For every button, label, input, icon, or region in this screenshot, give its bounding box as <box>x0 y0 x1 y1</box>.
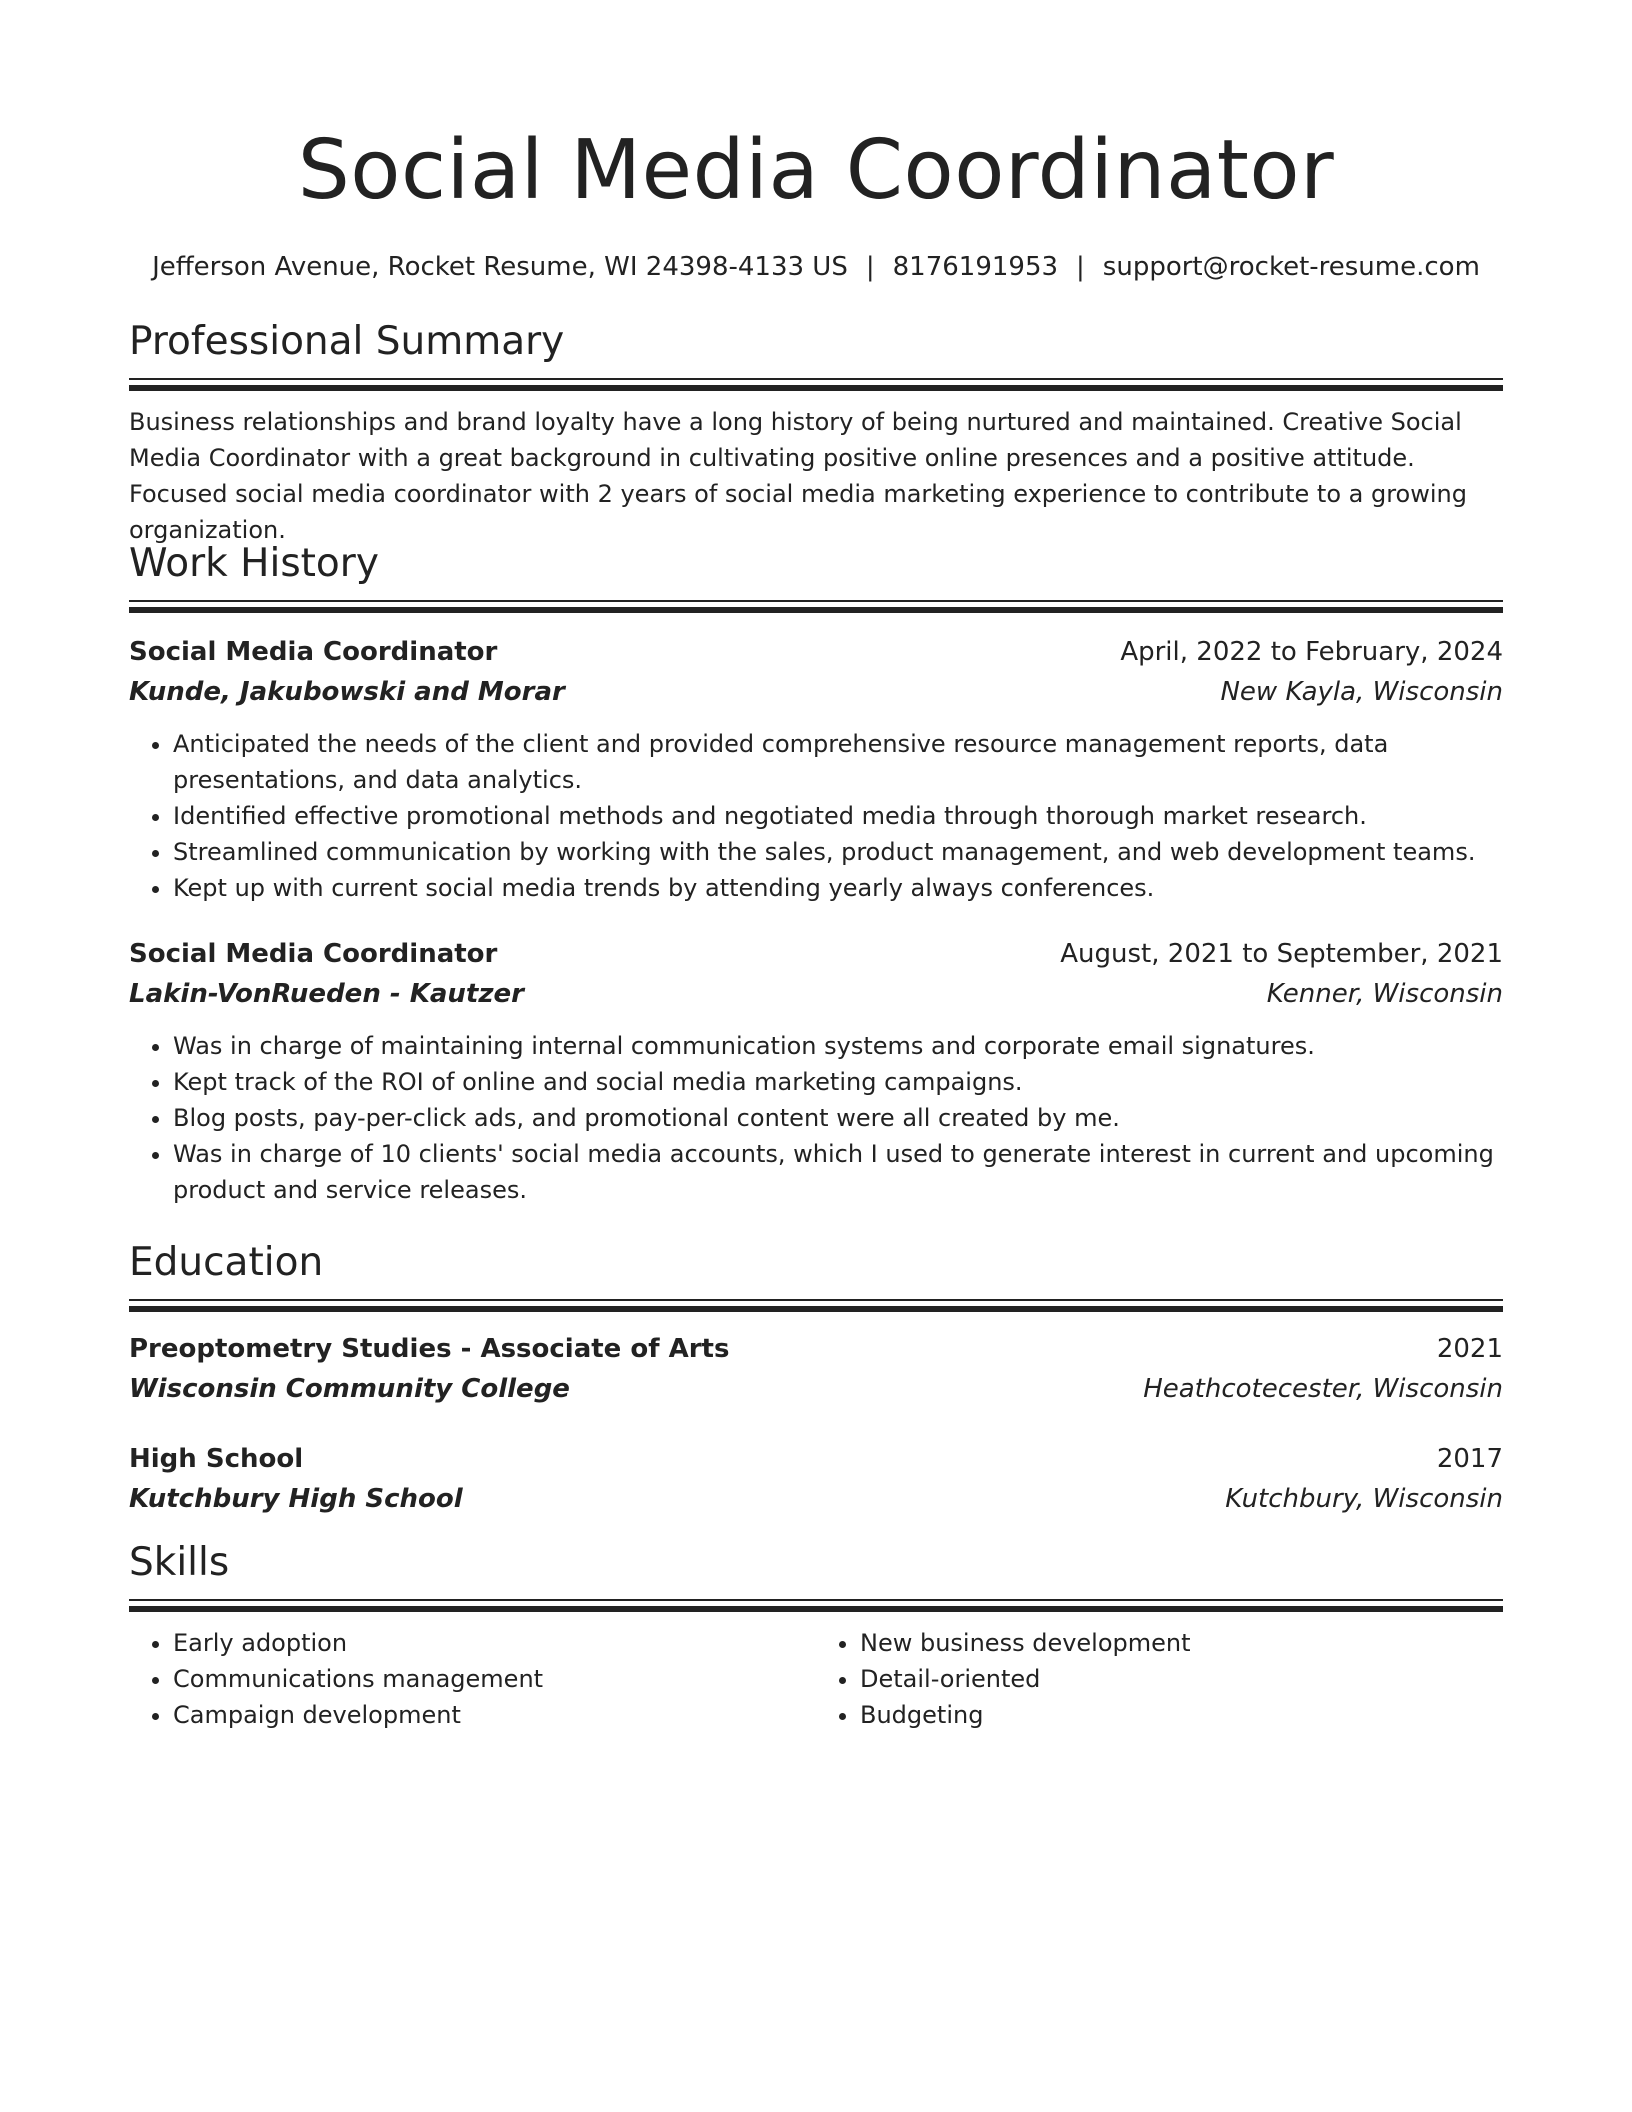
job-company: Lakin-VonRueden - Kautzer <box>129 979 524 1009</box>
list-item: • Kept track of the ROI of online and social media marketing campaigns. <box>173 1064 1503 1100</box>
job-location: Kenner, Wisconsin <box>1266 979 1503 1009</box>
job-entry <box>129 632 1503 906</box>
section-divider <box>129 600 1503 614</box>
summary-text: Business relationships and brand loyalty have a long history of being nurtured and maintained. Creative Social Media Coordinator with a great background in cultivating positive online presences and a positive attitude. Focused social media coordinator with 2 years of social media marketing experience to contribute to a growing organization. <box>129 408 1467 544</box>
section-divider <box>129 1299 1503 1313</box>
list-item: • Was in charge of maintaining internal communication systems and corporate email signatures. <box>173 1028 1503 1064</box>
education-entry <box>129 1329 1503 1409</box>
skills-column-left <box>129 1625 816 1733</box>
education-entry <box>129 1439 1503 1519</box>
skills-list <box>129 1625 816 1733</box>
list-item: • Was in charge of 10 clients' social media accounts, which I used to generate interest in current and upcoming product and service releases. <box>173 1136 1503 1208</box>
section-heading: Work History <box>129 541 379 586</box>
education-school-row <box>129 1369 1503 1409</box>
section-divider <box>129 378 1503 392</box>
education-degree: Preoptometry Studies - Associate of Arts <box>129 1334 730 1364</box>
skills-list <box>816 1625 1503 1733</box>
contact-email: support@rocket-resume.com <box>1102 252 1480 282</box>
skill-item: • Detail-oriented <box>860 1661 1503 1697</box>
section-heading: Skills <box>129 1540 230 1585</box>
job-company-row <box>129 974 1503 1014</box>
contact-separator: | <box>1076 252 1085 282</box>
education-location: Heathcotecester, Wisconsin <box>1143 1374 1503 1404</box>
education-year: 2017 <box>1436 1444 1503 1474</box>
skill-item: • Communications management <box>173 1661 816 1697</box>
education-header-row <box>129 1439 1503 1479</box>
list-item: • Blog posts, pay-per-click ads, and promotional content were all created by me. <box>173 1100 1503 1136</box>
list-item: • Kept up with current social media trends by attending yearly always conferences. <box>173 870 1503 906</box>
education-section <box>129 1239 1503 1519</box>
education-header-row <box>129 1329 1503 1369</box>
work-history-section <box>129 540 1503 1208</box>
contact-address: Jefferson Avenue, Rocket Resume, WI 24398-4133 US <box>152 252 848 282</box>
job-bullets <box>129 726 1503 906</box>
skill-item: • Budgeting <box>860 1697 1503 1733</box>
job-header-row <box>129 632 1503 672</box>
resume-title: Social Media Coordinator <box>297 123 1335 218</box>
skill-item: • Early adoption <box>173 1625 816 1661</box>
job-company-row <box>129 672 1503 712</box>
skill-item: • Campaign development <box>173 1697 816 1733</box>
job-header-row <box>129 934 1503 974</box>
education-school-row <box>129 1479 1503 1519</box>
section-divider <box>129 1599 1503 1613</box>
education-school: Wisconsin Community College <box>129 1374 570 1404</box>
professional-summary-section <box>129 318 1503 548</box>
skills-columns <box>129 1625 1503 1733</box>
section-heading: Professional Summary <box>129 319 565 364</box>
contact-separator: | <box>865 252 875 282</box>
job-title: Social Media Coordinator <box>129 637 498 667</box>
education-year: 2021 <box>1436 1334 1503 1364</box>
job-dates: April, 2022 to February, 2024 <box>1120 637 1503 667</box>
list-item: • Streamlined communication by working with the sales, product management, and web development teams. <box>173 834 1503 870</box>
contact-line <box>129 250 1503 284</box>
skills-column-right <box>816 1625 1503 1733</box>
job-company: Kunde, Jakubowski and Morar <box>129 677 565 707</box>
list-item: • Anticipated the needs of the client and provided comprehensive resource management reports, data presentations, and data analytics. <box>173 726 1503 798</box>
skill-item: • New business development <box>860 1625 1503 1661</box>
education-degree: High School <box>129 1444 304 1474</box>
job-location: New Kayla, Wisconsin <box>1220 677 1503 707</box>
contact-phone: 8176191953 <box>892 252 1059 282</box>
job-bullets <box>129 1028 1503 1208</box>
job-title: Social Media Coordinator <box>129 939 498 969</box>
skills-section <box>129 1539 1503 1733</box>
education-school: Kutchbury High School <box>129 1484 463 1514</box>
list-item: • Identified effective promotional methods and negotiated media through thorough market research. <box>173 798 1503 834</box>
section-heading: Education <box>129 1240 324 1285</box>
job-dates: August, 2021 to September, 2021 <box>1060 939 1503 969</box>
job-entry <box>129 934 1503 1208</box>
education-location: Kutchbury, Wisconsin <box>1225 1484 1503 1514</box>
